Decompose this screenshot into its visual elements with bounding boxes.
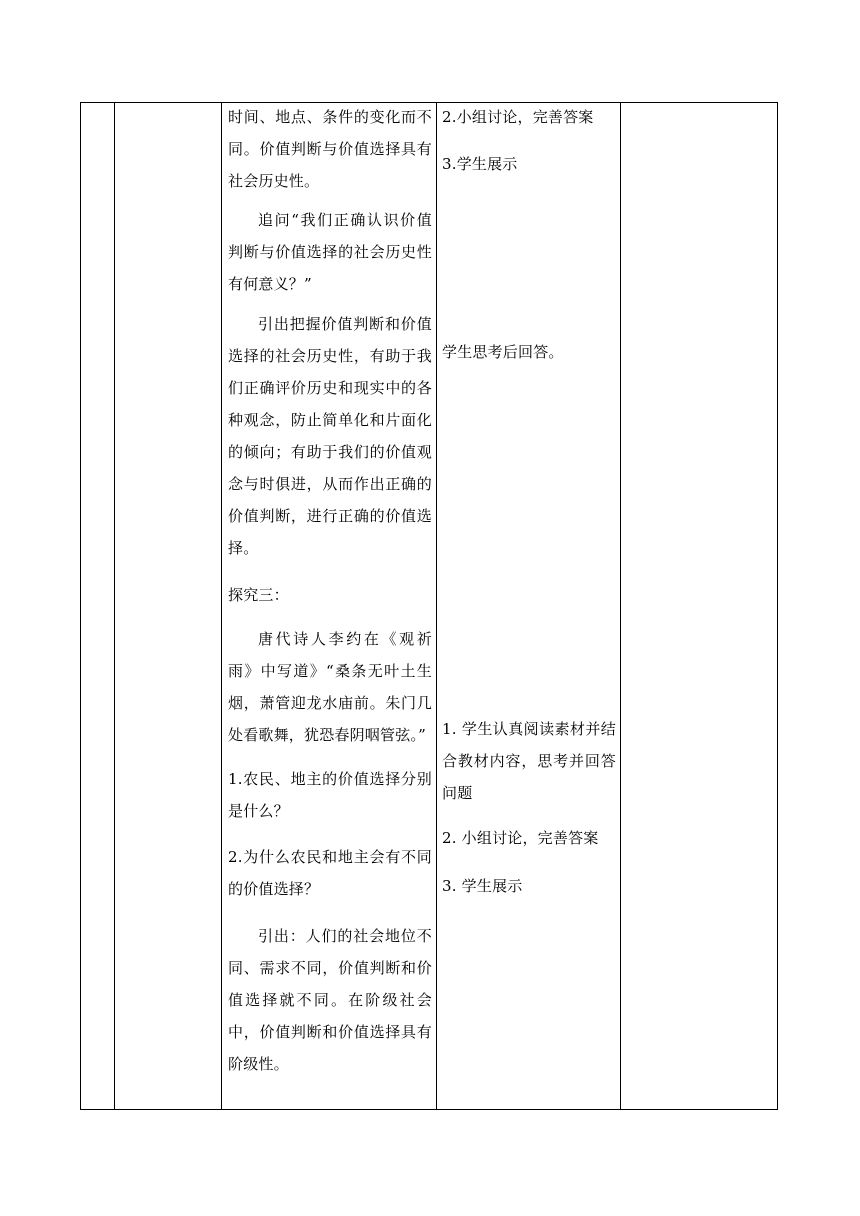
table-cell-design-intent [621, 103, 778, 1110]
activity-question: 2.为什么农民和地主会有不同的价值选择？ [228, 848, 432, 898]
activity-paragraph: 引出：人们的社会地位不同、需求不同，价值判断和价值选择就不同。在阶级社会中，价值判断和价值选择具有阶级性。 [228, 927, 432, 1073]
activity-paragraph: 追问“我们正确认识价值判断与价值选择的社会历史性有何意义？” [228, 211, 432, 293]
activity-paragraph: 唐代诗人李约在《观祈雨》中写道》“桑条无叶土生烟，萧管迎龙水庙前。朱门几处看歌舞，犹恐春阴咽管弦。” [228, 630, 432, 744]
student-paragraph: 学生思考后回答。 [442, 343, 564, 361]
student-paragraph: 1. 学生认真阅读素材并结合教材内容，思考并回答问题 [442, 720, 616, 802]
lesson-plan-table [80, 102, 778, 1110]
activity-paragraph: 引出把握价值判断和价值选择的社会历史性，有助于我们正确评价历史和现实中的各种观念，防止简单化和片面化的倾向；有助于我们的价值观念与时俱进，从而作出正确的价值判断，进行正确的价值选择。 [228, 315, 432, 557]
student-paragraph: 2. 小组讨论，完善答案 [442, 829, 599, 847]
student-paragraph: 3.学生展示 [442, 155, 518, 173]
table-cell-section [115, 103, 222, 1110]
student-paragraph: 3. 学生展示 [442, 877, 523, 895]
activity-paragraph: 时间、地点、条件的变化而不同。价值判断与价值选择具有社会历史性。 [228, 108, 432, 190]
table-cell-teacher-activity [222, 103, 437, 1110]
student-paragraph: 2.小组讨论，完善答案 [442, 108, 594, 126]
table-row [81, 103, 778, 1110]
table-cell-student-activity [437, 103, 621, 1110]
activity-heading: 探究三： [228, 586, 289, 604]
table-cell-index [81, 103, 115, 1110]
activity-question: 1.农民、地主的价值选择分别是什么？ [228, 770, 432, 820]
